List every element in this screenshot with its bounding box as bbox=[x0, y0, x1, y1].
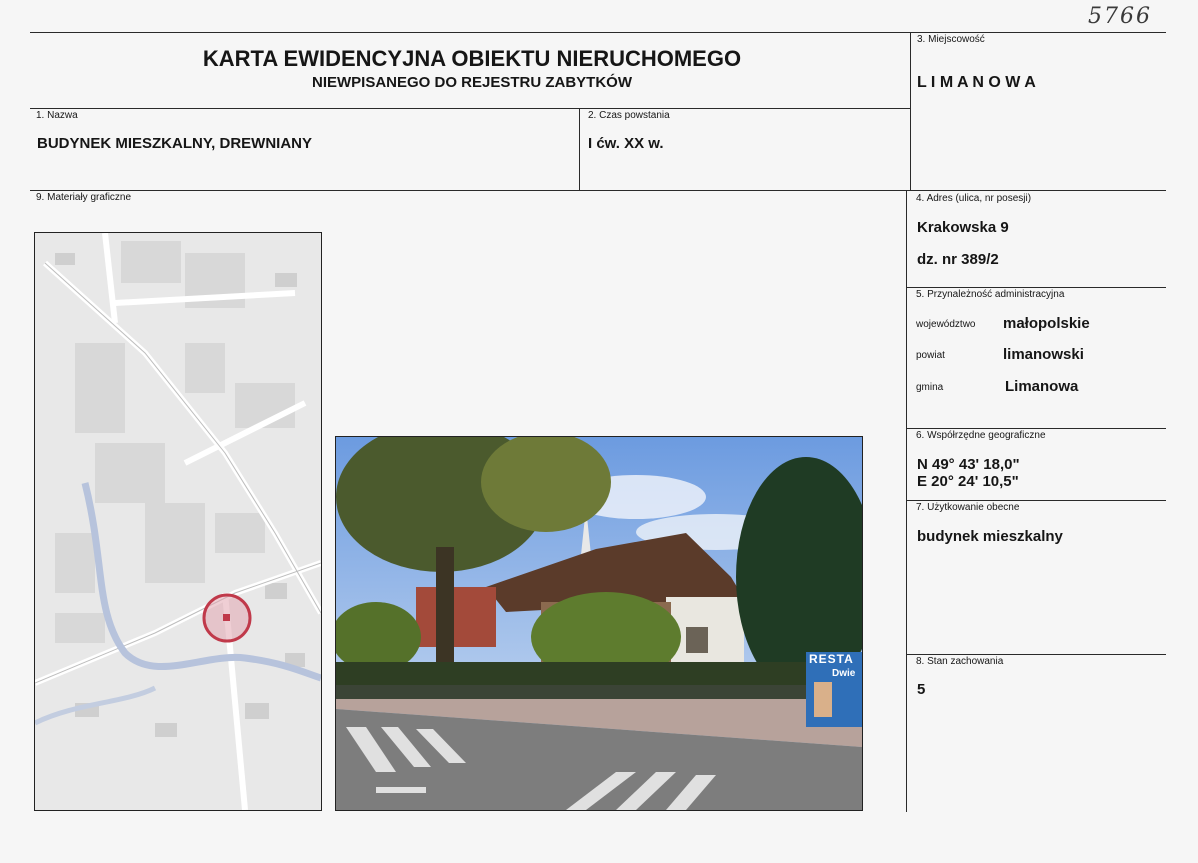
place-value: L I M A N O W A bbox=[917, 74, 1036, 91]
usage-value: budynek mieszkalny bbox=[917, 528, 1063, 545]
building-photo bbox=[335, 436, 863, 811]
divider-name-period bbox=[579, 108, 580, 190]
rule-under-header bbox=[30, 108, 910, 109]
rule-condition bbox=[906, 654, 1166, 655]
billboard-text-2: Dwie bbox=[832, 668, 856, 679]
photo-drawing bbox=[336, 437, 862, 810]
coords-label: 6. Współrzędne geograficzne bbox=[916, 430, 1046, 441]
admin-key-voivodeship: województwo bbox=[916, 319, 976, 330]
admin-value-county: limanowski bbox=[1003, 346, 1084, 363]
coords-east: E 20° 24' 10,5" bbox=[917, 473, 1019, 490]
period-value: I ćw. XX w. bbox=[588, 135, 664, 152]
admin-value-commune: Limanowa bbox=[1005, 378, 1079, 395]
admin-key-commune: gmina bbox=[916, 382, 944, 393]
handwritten-number: 5766 bbox=[1088, 4, 1152, 29]
address-plot: dz. nr 389/2 bbox=[917, 251, 999, 268]
admin-label: 5. Przynależność administracyjna bbox=[916, 289, 1065, 300]
graphics-label: 9. Materiały graficzne bbox=[36, 192, 132, 203]
rule-coords bbox=[906, 428, 1166, 429]
condition-label: 8. Stan zachowania bbox=[916, 656, 1004, 667]
period-label: 2. Czas powstania bbox=[588, 110, 670, 121]
condition-value: 5 bbox=[917, 681, 926, 698]
name-value: BUDYNEK MIESZKALNY, DREWNIANY bbox=[37, 135, 313, 152]
address-label: 4. Adres (ulica, nr posesji) bbox=[916, 193, 1032, 204]
top-rule bbox=[30, 32, 1166, 33]
admin-key-county: powiat bbox=[916, 350, 945, 361]
map-drawing bbox=[35, 233, 321, 810]
rule-admin bbox=[906, 287, 1166, 288]
coords-north: N 49° 43' 18,0" bbox=[917, 456, 1020, 473]
rule-under-name bbox=[30, 190, 1166, 191]
rule-usage bbox=[906, 500, 1166, 501]
card-title: KARTA EWIDENCYJNA OBIEKTU NIERUCHOMEGO bbox=[202, 46, 742, 71]
usage-label: 7. Użytkowanie obecne bbox=[916, 502, 1020, 513]
place-label: 3. Miejscowość bbox=[917, 34, 985, 45]
card-subtitle: NIEWPISANEGO DO REJESTRU ZABYTKÓW bbox=[311, 74, 633, 91]
admin-value-voivodeship: małopolskie bbox=[1003, 315, 1090, 332]
divider-right-column-lower bbox=[906, 190, 907, 812]
billboard-text-1: RESTA bbox=[809, 652, 854, 666]
address-street: Krakowska 9 bbox=[917, 219, 1009, 236]
name-label: 1. Nazwa bbox=[36, 110, 78, 121]
location-map bbox=[34, 232, 322, 811]
